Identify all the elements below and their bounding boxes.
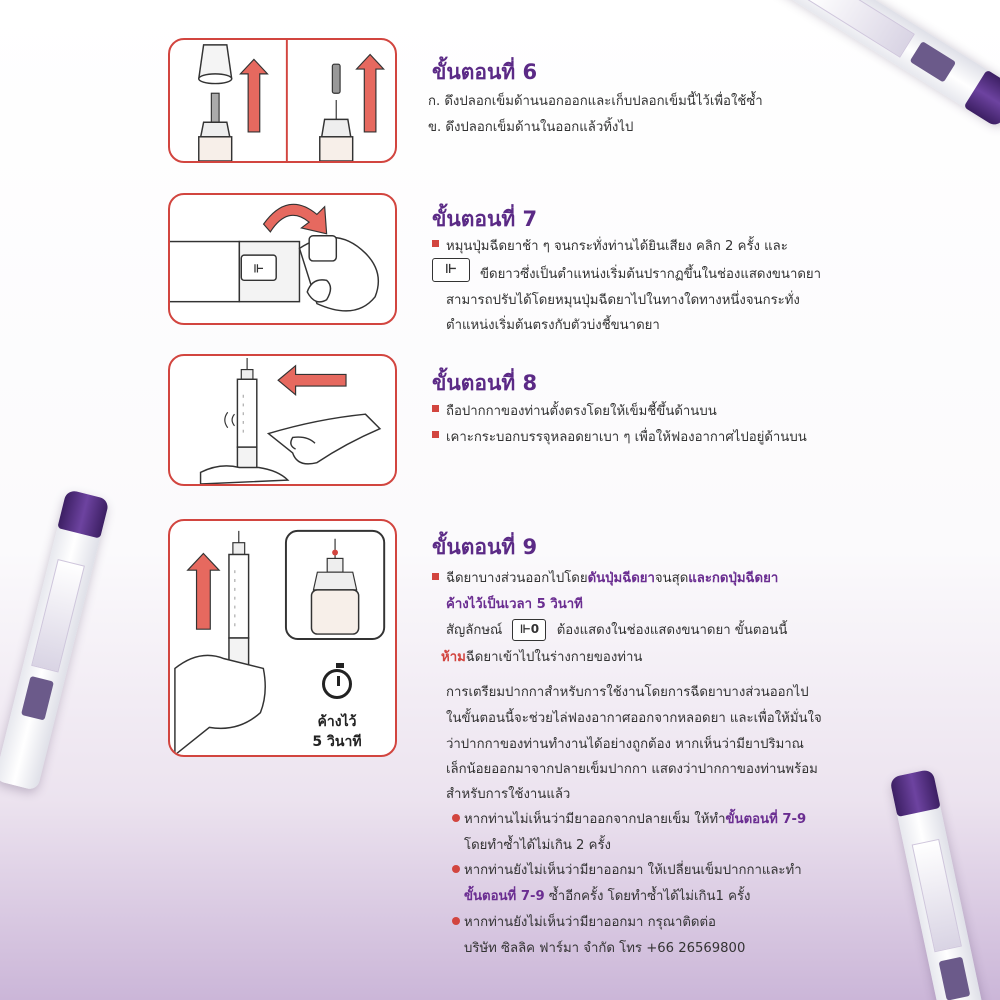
step7-bullet <box>432 240 439 247</box>
pen-label <box>807 0 915 58</box>
hold-label-2: 5 วินาที <box>312 734 362 750</box>
step9-sub-1-highlight: ขั้นตอนที่ 7-9 <box>725 812 807 827</box>
pen-window <box>21 676 54 721</box>
step9-para-3: ว่าปากกาของท่านทำงานได้อย่างถูกต้อง หากเห็นว่ามียาปริมาณ <box>446 737 804 752</box>
step9-b1-highlight-1: ดันปุ่มฉีดยา <box>587 571 655 586</box>
step8-bullet-1: ถือปากกาของท่านตั้งตรงโดยให้เข็มชี้ขึ้นด้านบน <box>446 404 717 419</box>
step9-title: ขั้นตอนที่ 9 <box>432 535 538 559</box>
pen-label <box>31 559 85 673</box>
step9-forbid-rest: ฉีดยาเข้าไปในร่างกายของท่าน <box>465 650 643 665</box>
step8-bullet-2-marker <box>432 431 439 438</box>
step9-illustration <box>168 519 397 757</box>
step9-sub-1-line-a <box>464 808 806 829</box>
step7-line-4: ตำแหน่งเริ่มต้นตรงกับตัวบ่งชี้ขนาดยา <box>446 318 660 333</box>
step9-para-1: การเตรียมปากกาสำหรับการใช้งานโดยการฉีดยาบางส่วนออกไป <box>446 685 809 700</box>
step9-symbol-text: ต้องแสดงในช่องแสดงขนาดยา ขั้นตอนนี้ <box>556 623 788 638</box>
decor-pen-bottom-right <box>889 769 994 1000</box>
hold-label-1: ค้างไว้ <box>317 714 357 730</box>
step9-symbol-label: สัญลักษณ์ <box>446 623 503 638</box>
step6-illustration <box>168 38 397 163</box>
step8-drawing <box>170 356 395 484</box>
decor-pen-top-right <box>743 0 1000 128</box>
step9-forbid-word: ห้าม <box>441 650 466 665</box>
step9-bullet-marker <box>432 573 439 580</box>
step7-line-1: หมุนปุ่มฉีดยาช้า ๆ จนกระทั่งท่านได้ยินเสียง คลิก 2 ครั้ง และ <box>446 239 788 254</box>
step9-b1-part2: จนสุด <box>654 571 689 586</box>
step9-para-5: สำหรับการใช้งานแล้ว <box>446 787 571 802</box>
decor-pen-left <box>0 489 110 791</box>
step9-sub-3-line-a: หากท่านยังไม่เห็นว่ามียาออกมา กรุณาติดต่อ <box>464 915 716 930</box>
pen-label <box>912 839 962 952</box>
step8-illustration <box>168 354 397 486</box>
step7-drawing <box>170 195 395 323</box>
dose-start-icon: ⊩ <box>432 258 470 282</box>
step7-title: ขั้นตอนที่ 7 <box>432 207 538 231</box>
step9-sub-3-marker <box>452 917 460 925</box>
step9-sub-3-line-b: บริษัท ซิลลิค ฟาร์มา จำกัด โทร +66 26569800 <box>464 941 746 956</box>
step9-sub-2-text: ซ้ำอีกครั้ง โดยทำซ้ำได้ไม่เกิน1 ครั้ง <box>544 889 751 904</box>
step9-sub-1-line-b: โดยทำซ้ำได้ไม่เกิน 2 ครั้ง <box>464 838 611 853</box>
step8-bullet-2: เคาะกระบอกบรรจุหลอดยาเบา ๆ เพื่อให้ฟองอากาศไปอยู่ด้านบน <box>446 430 807 445</box>
step9-symbol-line <box>446 619 787 641</box>
step9-sub-1-text: หากท่านไม่เห็นว่ามียาออกจากปลายเข็ม ให้ทำ <box>464 812 726 827</box>
stopwatch-icon <box>322 669 352 699</box>
step9-sub-2-line-a: หากท่านยังไม่เห็นว่ามียาออกมา ให้เปลี่ยนเข็มปากกาและทำ <box>464 863 802 878</box>
step7-illustration <box>168 193 397 325</box>
step6-line-b: ข. ดึงปลอกเข็มด้านในออกแล้วทิ้งไป <box>428 120 634 135</box>
step7-line-2: ขีดยาวซึ่งเป็นตำแหน่งเริ่มต้นปรากฏขึ้นในช่องแสดงขนาดยา <box>480 267 822 282</box>
step9-sub-2-line-b <box>464 885 750 906</box>
step6-title: ขั้นตอนที่ 6 <box>432 60 538 84</box>
svg-text:⊩: ⊩ <box>253 261 265 276</box>
pen-window <box>910 41 957 83</box>
pen-cap <box>57 489 109 538</box>
step9-sub-2-marker <box>452 865 460 873</box>
step9-bullet-line-2: ค้างไว้เป็นเวลา 5 วินาที <box>446 597 583 612</box>
step9-para-4: เล็กน้อยออกมาจากปลายเข็มปากกา แสดงว่าปากกาของท่านพร้อม <box>446 762 818 777</box>
step8-bullet-1-marker <box>432 405 439 412</box>
step9-sub-1-marker <box>452 814 460 822</box>
step8-title: ขั้นตอนที่ 8 <box>432 371 538 395</box>
step9-para-2: ในขั้นตอนนี้จะช่วยไล่ฟองอากาศออกจากหลอดยา และเพื่อให้มั่นใจ <box>446 711 822 726</box>
step6-drawing <box>170 40 395 161</box>
step9-forbid-line <box>441 646 642 667</box>
pen-window <box>939 957 971 1000</box>
dose-zero-icon: ⊩0 <box>512 619 546 641</box>
step9-b1-part1: ฉีดยาบางส่วนออกไปโดย <box>446 571 588 586</box>
step9-b1-highlight-2: และกดปุ่มฉีดยา <box>688 571 779 586</box>
pen-cap <box>889 769 940 817</box>
step6-line-a: ก. ดึงปลอกเข็มด้านนอกออกและเก็บปลอกเข็มนี้ไว้เพื่อใช้ซ้ำ <box>428 94 763 109</box>
step9-sub-2-highlight: ขั้นตอนที่ 7-9 <box>464 889 545 904</box>
step7-line-3: สามารถปรับได้โดยหมุนปุ่มฉีดยาไปในทางใดทางหนึ่งจนกระทั่ง <box>446 293 800 308</box>
step9-bullet-line-1 <box>446 567 778 588</box>
